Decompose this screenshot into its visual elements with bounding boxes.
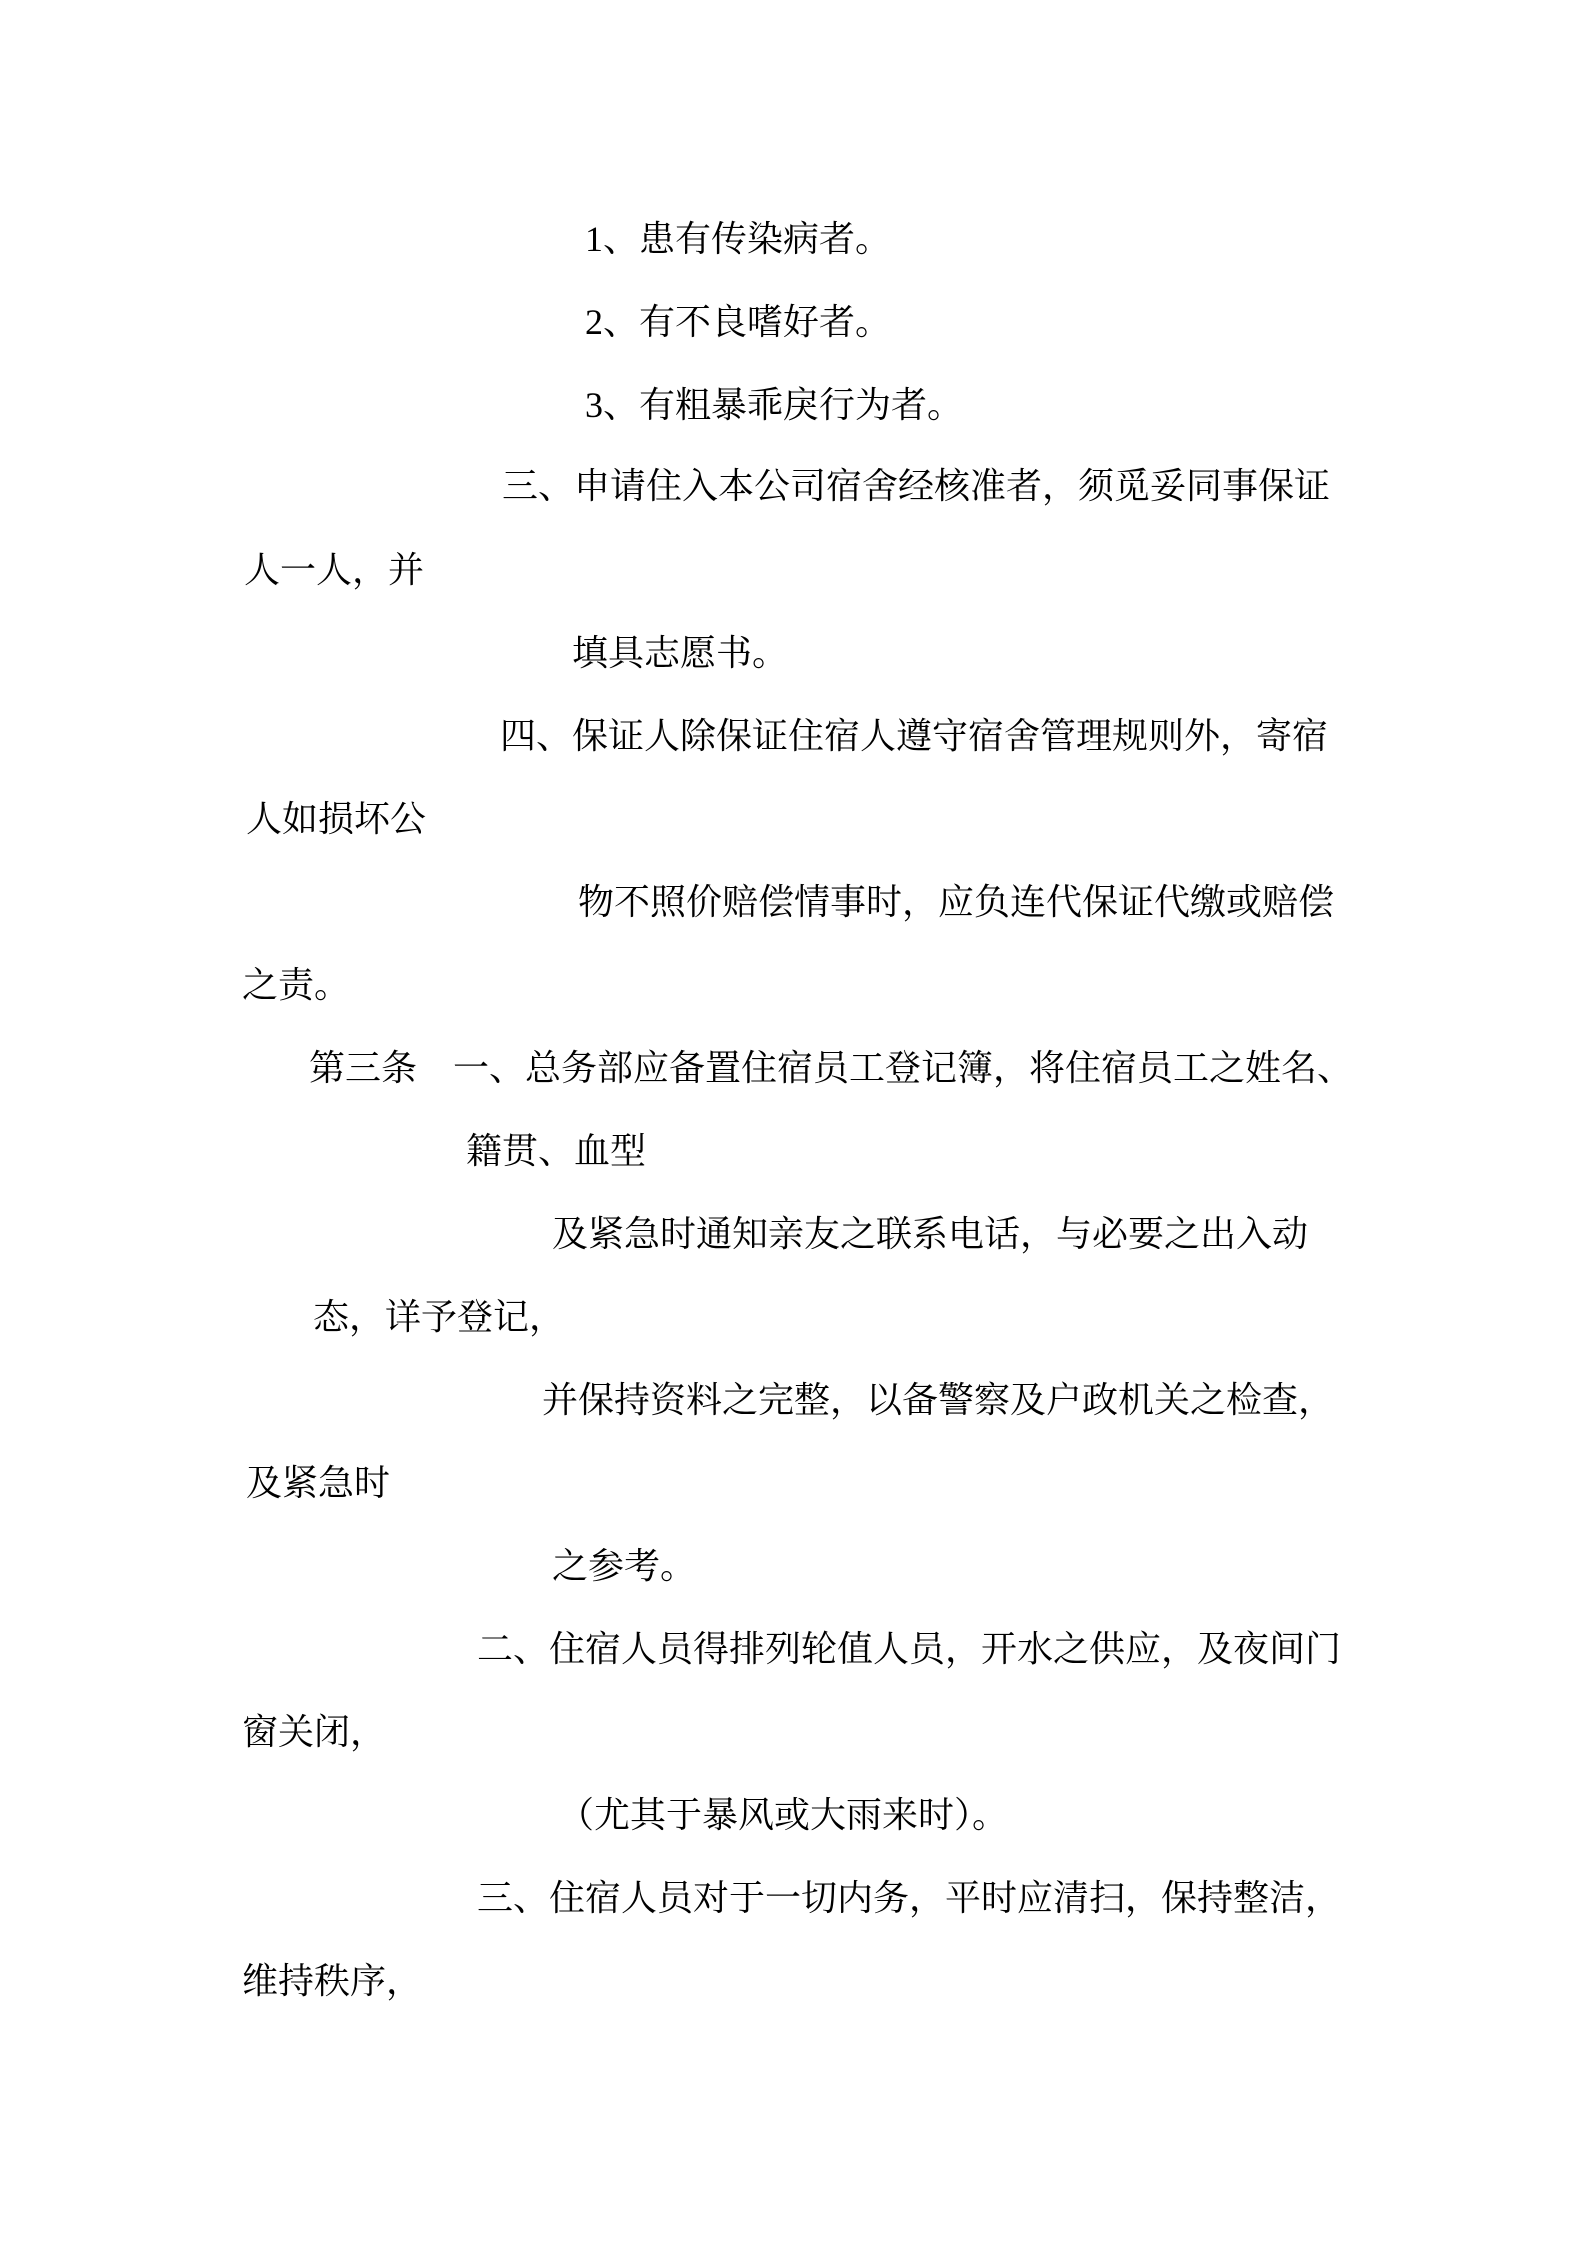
doc-line-continuation: 人一人，并 <box>244 550 425 590</box>
doc-line-parenthetical: （尤其于暴风或大雨来时）。 <box>558 1795 1009 1835</box>
doc-line-continuation: 之责。 <box>242 965 351 1005</box>
doc-line-numbered-item-3: 3、有粗暴乖戾行为者。 <box>585 385 964 425</box>
doc-line-continuation: 人如损坏公 <box>246 799 427 839</box>
doc-line-continuation: 物不照价赔偿情事时，应负连代保证代缴或赔偿 <box>578 882 1335 922</box>
doc-line-continuation: 之参考。 <box>552 1546 697 1586</box>
doc-line-clause-two: 二、住宿人员得排列轮值人员，开水之供应，及夜间门 <box>477 1629 1342 1669</box>
doc-line-continuation: 并保持资料之完整，以备警察及户政机关之检查， <box>542 1380 1335 1420</box>
doc-line-numbered-item-2: 2、有不良嗜好者。 <box>585 302 892 342</box>
doc-line-clause-three-b: 三、住宿人员对于一切内务，平时应清扫，保持整洁， <box>477 1878 1342 1918</box>
doc-line-clause-four: 四、保证人除保证住宿人遵守宿舍管理规则外，寄宿 <box>500 716 1329 756</box>
doc-line-continuation: 维持秩序， <box>242 1961 423 2001</box>
doc-line-continuation: 窗关闭， <box>242 1712 387 1752</box>
doc-line-continuation: 及紧急时通知亲友之联系电话，与必要之出入动 <box>552 1214 1309 1254</box>
doc-line-continuation: 及紧急时 <box>246 1463 391 1503</box>
doc-line-continuation: 籍贯、血型 <box>466 1131 647 1171</box>
doc-line-article-three-header: 第三条 一、总务部应备置住宿员工登记簿，将住宿员工之姓名、 <box>309 1048 1354 1088</box>
doc-line-continuation: 态，详予登记， <box>313 1297 566 1337</box>
doc-line-continuation: 填具志愿书。 <box>572 633 789 673</box>
doc-line-numbered-item-1: 1、患有传染病者。 <box>585 219 892 259</box>
doc-line-clause-three: 三、申请住入本公司宿舍经核准者，须觅妥同事保证 <box>502 466 1331 506</box>
